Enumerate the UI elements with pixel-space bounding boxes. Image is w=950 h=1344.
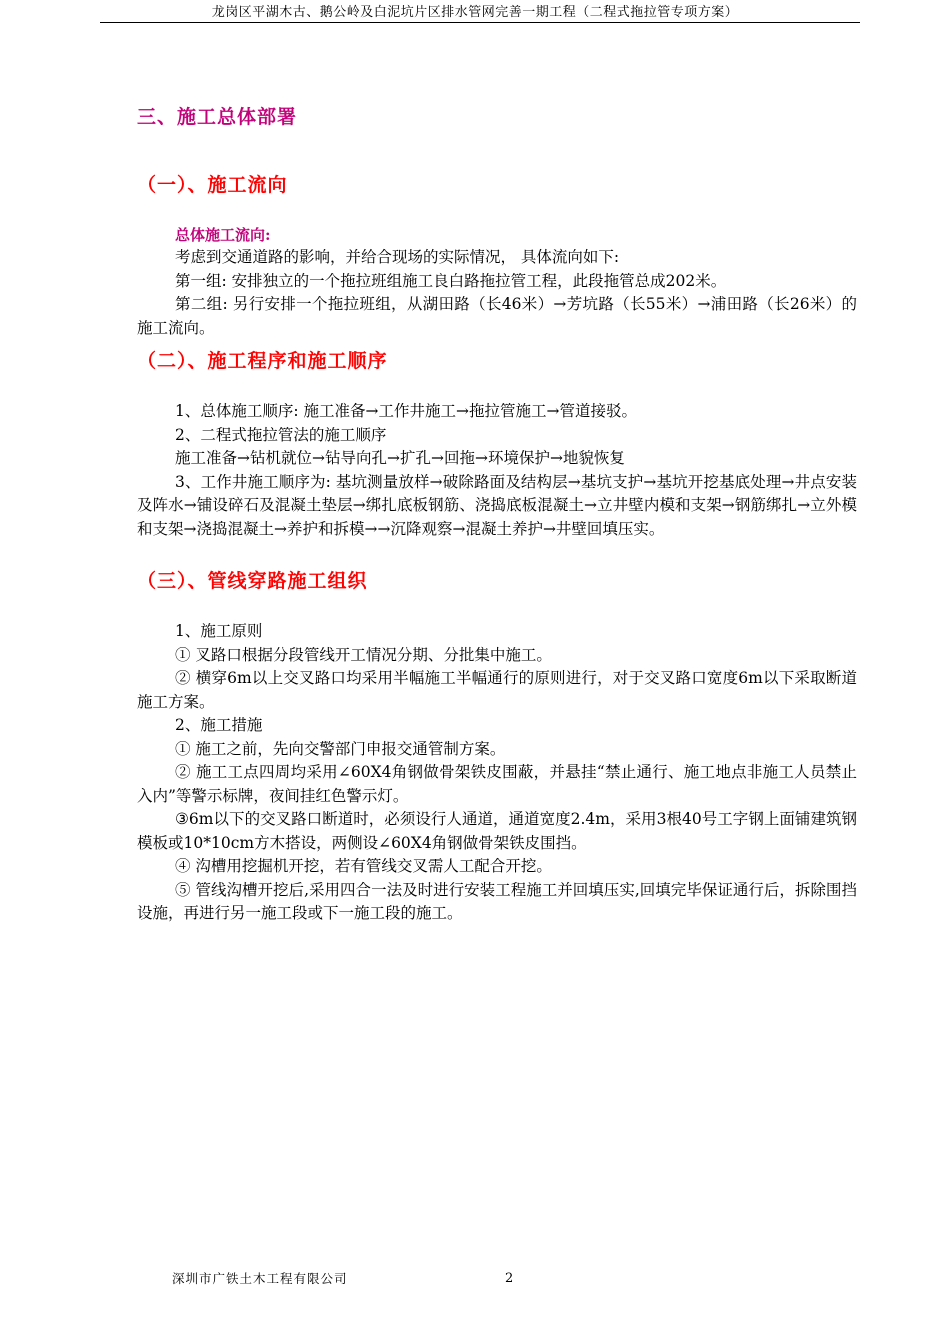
paragraph: ③6m以下的交叉路口断道时，必须设行人通道，通道宽度2.4m，采用3根40号工字钢上面铺建筑钢模板或10*10cm方木搭设，两侧设∠60X4角钢做骨架铁皮围挡。 [137,810,857,852]
paragraph: 1、施工原则 [175,622,263,640]
subsection-title-sequence: （二）、施工程序和施工顺序 [137,350,388,372]
sequence-body [137,400,857,541]
paragraph: 第二组: 另行安排一个拖拉班组，从湖田路（长46米）→芳坑路（长55米）→浦田路（长26米）的施工流向。 [137,295,857,337]
header-divider [100,22,860,23]
running-header: 龙岗区平湖木古、鹅公岭及白泥坑片区排水管网完善一期工程（二程式拖拉管专项方案） [211,5,739,20]
paragraph: 考虑到交通道路的影响，并给合现场的实际情况， 具体流向如下: [175,248,620,266]
paragraph: ① 叉路口根据分段管线开工情况分期、分批集中施工。 [175,645,552,664]
paragraph: 第一组: 安排独立的一个拖拉班组施工良白路拖拉管工程，此段拖管总成202米。 [175,271,727,290]
paragraph: ② 施工工点四周均采用∠60X4角钢做骨架铁皮围蔽，并悬挂“禁止通行、施工地点非施工人员禁止入内”等警示标牌，夜间挂红色警示灯。 [137,763,857,805]
paragraph: 施工准备→钻机就位→钻导向孔→扩孔→回拖→环境保护→地貌恢复 [175,449,625,467]
subsection-title-flow: （一）、施工流向 [137,174,288,196]
paragraph: 2、施工措施 [175,716,263,734]
paragraph: 2、二程式拖拉管法的施工顺序 [175,425,387,444]
page-number: 2 [505,1271,514,1286]
paragraph: ⑤ 管线沟槽开挖后,采用四合一法及时进行安装工程施工并回填压实,回填完毕保证通行后，拆除围挡设施，再进行另一施工段或下一施工段的施工。 [137,880,857,922]
flow-heading: 总体施工流向: [175,226,271,244]
crossing-body [137,620,857,926]
section-title: 三、施工总体部署 [137,106,298,128]
flow-body [137,246,857,340]
paragraph: 3、工作井施工顺序为: 基坑测量放样→破除路面及结构层→基坑支护→基坑开挖基底处理→井点安装及阵水→铺设碎石及混凝土垫层→绑扎底板钢筋、浇捣底板混凝土→立井壁内模和支架→钢筋绑扎→立外模和支架→浇捣混凝土→养护和拆模→→沉降观察→混凝土养护→井壁回填压实。 [137,472,857,538]
footer-company: 深圳市广铁土木工程有限公司 [172,1271,348,1286]
subsection-title-crossing: （三）、管线穿路施工组织 [137,570,368,592]
paragraph: ① 施工之前，先向交警部门申报交通管制方案。 [175,739,506,758]
paragraph: ② 横穿6m以上交叉路口均采用半幅施工半幅通行的原则进行，对于交叉路口宽度6m以下采取断道施工方案。 [137,669,857,711]
paragraph: ④ 沟槽用挖掘机开挖，若有管线交叉需人工配合开挖。 [175,857,552,875]
paragraph: 1、总体施工顺序: 施工准备→工作井施工→拖拉管施工→管道接驳。 [175,402,637,420]
